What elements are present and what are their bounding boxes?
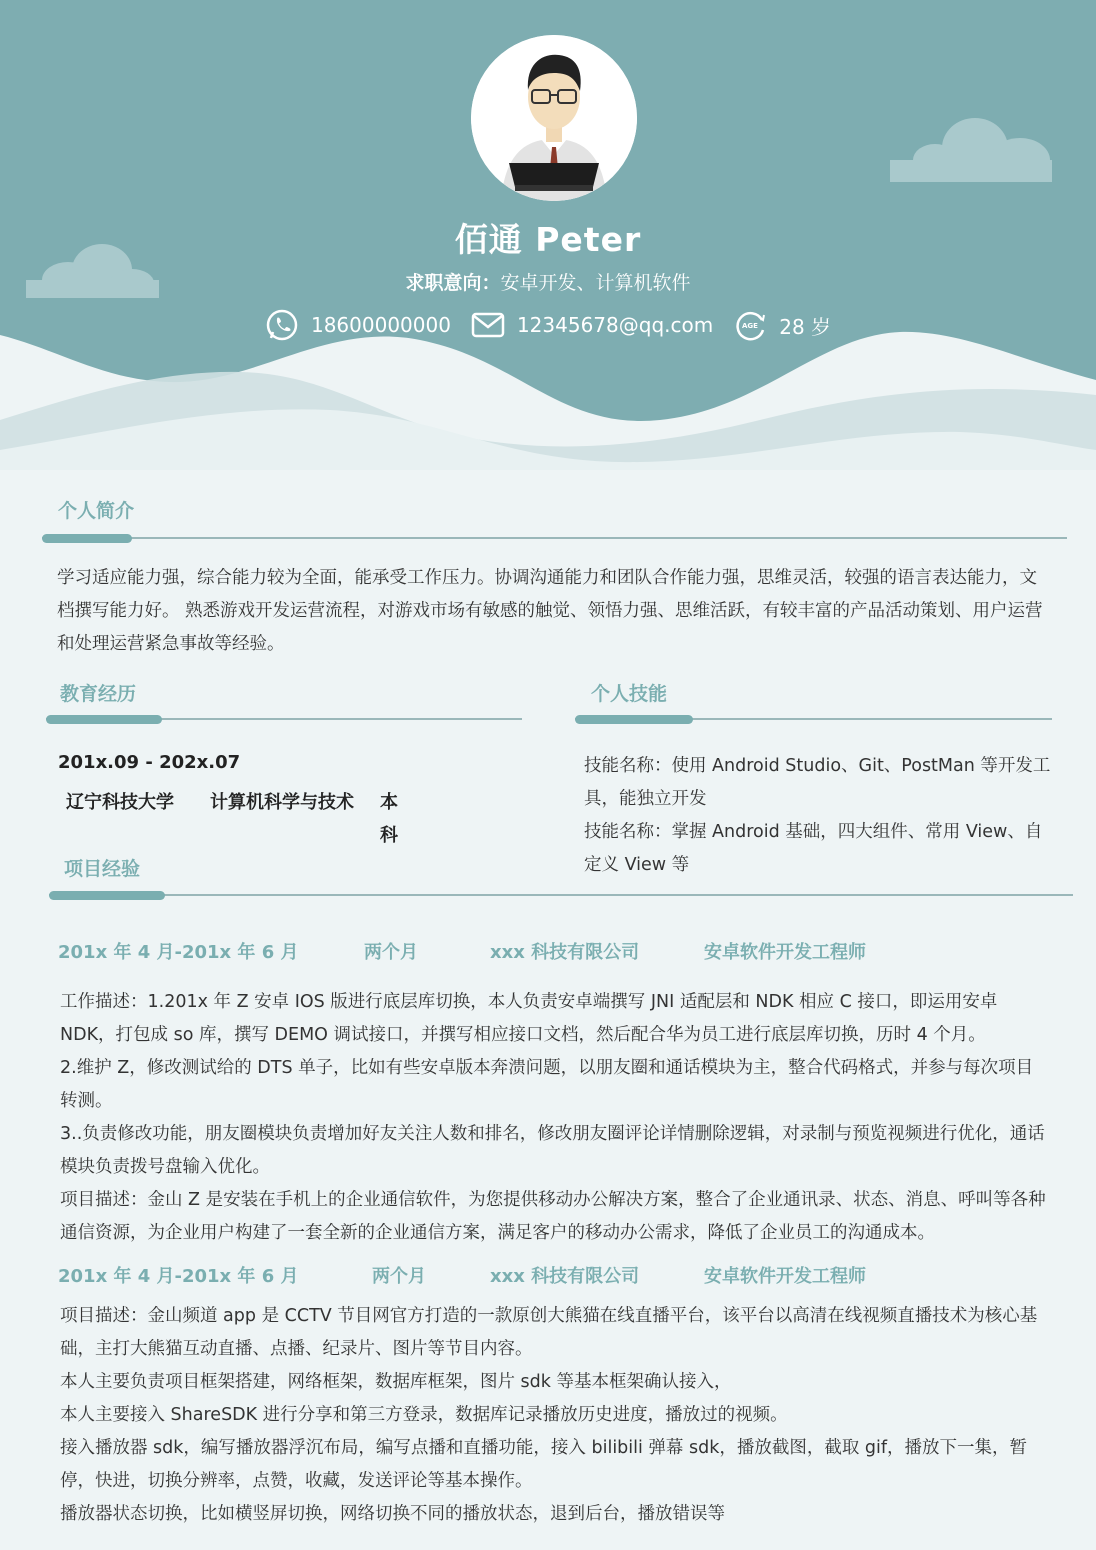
- profile-text: 学习适应能力强，综合能力较为全面，能承受工作压力。协调沟通能力和团队合作能力强，思维灵活，较强的语言表达能力，文档撰写能力好。 熟悉游戏开发运营流程，对游戏市场有敏感的触觉、领悟力强、思维活跃，有较丰富的产品活动策划、用户运营和处理运营紧急事故等经验。: [57, 568, 1043, 654]
- skill-item: 技能名称：掌握 Android 基础，四大组件、常用 View、自定义 View 等: [584, 822, 1043, 875]
- project-line: 工作描述：1.201x 年 Z 安卓 IOS 版进行底层库切换，本人负责安卓端撰写 JNI 适配层和 NDK 相应 C 接口，即运用安卓NDK，打包成 so 库，撰写 DEMO 调试接口，并撰写相应接口文档，然后配合华为员工进行底层库切换，历时 4 个月。: [60, 992, 998, 1045]
- job-intention-value: 安卓开发、计算机软件: [500, 272, 691, 294]
- education-details: [58, 786, 438, 852]
- skills-list: [584, 750, 1054, 882]
- project-company: xxx 科技有限公司: [490, 942, 640, 963]
- project-period: 201x 年 4 月-201x 年 6 月: [58, 942, 299, 963]
- mail-icon: [471, 311, 505, 339]
- skill-item: 技能名称：使用 Android Studio、Git、PostMan 等开发工具，能独立开发: [584, 756, 1051, 809]
- project-description: [60, 1300, 1050, 1531]
- project-role: 安卓软件开发工程师: [704, 1266, 866, 1287]
- phone-icon: [265, 308, 299, 342]
- project-period: 201x 年 4 月-201x 年 6 月: [58, 1266, 299, 1287]
- degree: 本科: [380, 792, 398, 846]
- project-role: 安卓软件开发工程师: [704, 942, 866, 963]
- project-line: 2.维护 Z，修改测试给的 DTS 单子，比如有些安卓版本奔溃问题，以朋友圈和通话模块为主，整合代码格式，并参与每次项目转测。: [60, 1058, 1034, 1111]
- candidate-name: 佰通 Peter: [454, 220, 642, 259]
- projects-accent-bar: [49, 891, 165, 900]
- project-line: 3..负责修改功能，朋友圈模块负责增加好友关注人数和排名，修改朋友圈评论详情删除逻辑，对录制与预览视频进行优化，通话模块负责拨号盘输入优化。: [60, 1124, 1045, 1177]
- svg-text:AGE: AGE: [742, 322, 759, 330]
- project-line: 本人主要负责项目框架搭建，网络框架，数据库框架，图片 sdk 等基本框架确认接入，: [60, 1372, 732, 1392]
- projects-divider: [49, 894, 1073, 896]
- avatar: [471, 35, 637, 201]
- profile-section-title: 个人简介: [58, 500, 135, 522]
- person-with-laptop-icon: [471, 35, 637, 201]
- phone-number: 18600000000: [310, 313, 451, 337]
- email-contact: [471, 311, 713, 339]
- project-line: 播放器状态切换，比如横竖屏切换，网络切换不同的播放状态，退到后台，播放错误等: [60, 1504, 725, 1524]
- project-duration: 两个月: [364, 942, 418, 963]
- age-value: 28 岁: [779, 314, 832, 339]
- project-line: 接入播放器 sdk，编写播放器浮沉布局，编写点播和直播功能，接入 bilibili 弹幕 sdk，播放截图，截取 gif，播放下一集，暂停，快进，切换分辨率，点赞，收藏，发送评论等基本操作。: [60, 1438, 1028, 1491]
- profile-accent-bar: [42, 534, 132, 543]
- school-name: 辽宁科技大学: [66, 792, 174, 813]
- phone-contact: [265, 308, 451, 342]
- education-dates: 201x.09 - 202x.07: [58, 752, 241, 773]
- project-company: xxx 科技有限公司: [490, 1266, 640, 1287]
- job-intention: [0, 268, 1096, 295]
- job-intention-label: 求职意向：: [405, 272, 501, 294]
- project-line: 项目描述：金山频道 app 是 CCTV 节目网官方打造的一款原创大熊猫在线直播平台，该平台以高清在线视频直播技术为核心基础，主打大熊猫互动直播、点播、纪录片、图片等节目内容。: [60, 1306, 1038, 1359]
- project-header: [58, 1262, 1058, 1290]
- major-name: 计算机科学与技术: [210, 792, 354, 813]
- education-section-title: 教育经历: [60, 683, 137, 705]
- project-header: [58, 938, 1058, 966]
- project-duration: 两个月: [372, 1266, 426, 1287]
- project-description: [60, 986, 1050, 1250]
- email-address: 12345678@qq.com: [516, 313, 714, 337]
- skills-accent-bar: [575, 715, 693, 724]
- education-accent-bar: [46, 715, 162, 724]
- project-line: 本人主要接入 ShareSDK 进行分享和第三方登录，数据库记录播放历史进度，播放过的视频。: [60, 1405, 788, 1425]
- project-line: 项目描述：金山 Z 是安装在手机上的企业通信软件，为您提供移动办公解决方案，整合了企业通讯录、状态、消息、呼叫等各种通信资源，为企业用户构建了一套全新的企业通信方案，满足客户的移动办公需求，降低了企业员工的沟通成本。: [60, 1190, 1046, 1243]
- age-icon: [733, 308, 767, 342]
- skills-section-title: 个人技能: [591, 683, 668, 705]
- age-contact: [733, 308, 831, 342]
- profile-divider: [42, 537, 1067, 539]
- projects-section-title: 项目经验: [64, 858, 141, 880]
- contact-info: [0, 308, 1096, 342]
